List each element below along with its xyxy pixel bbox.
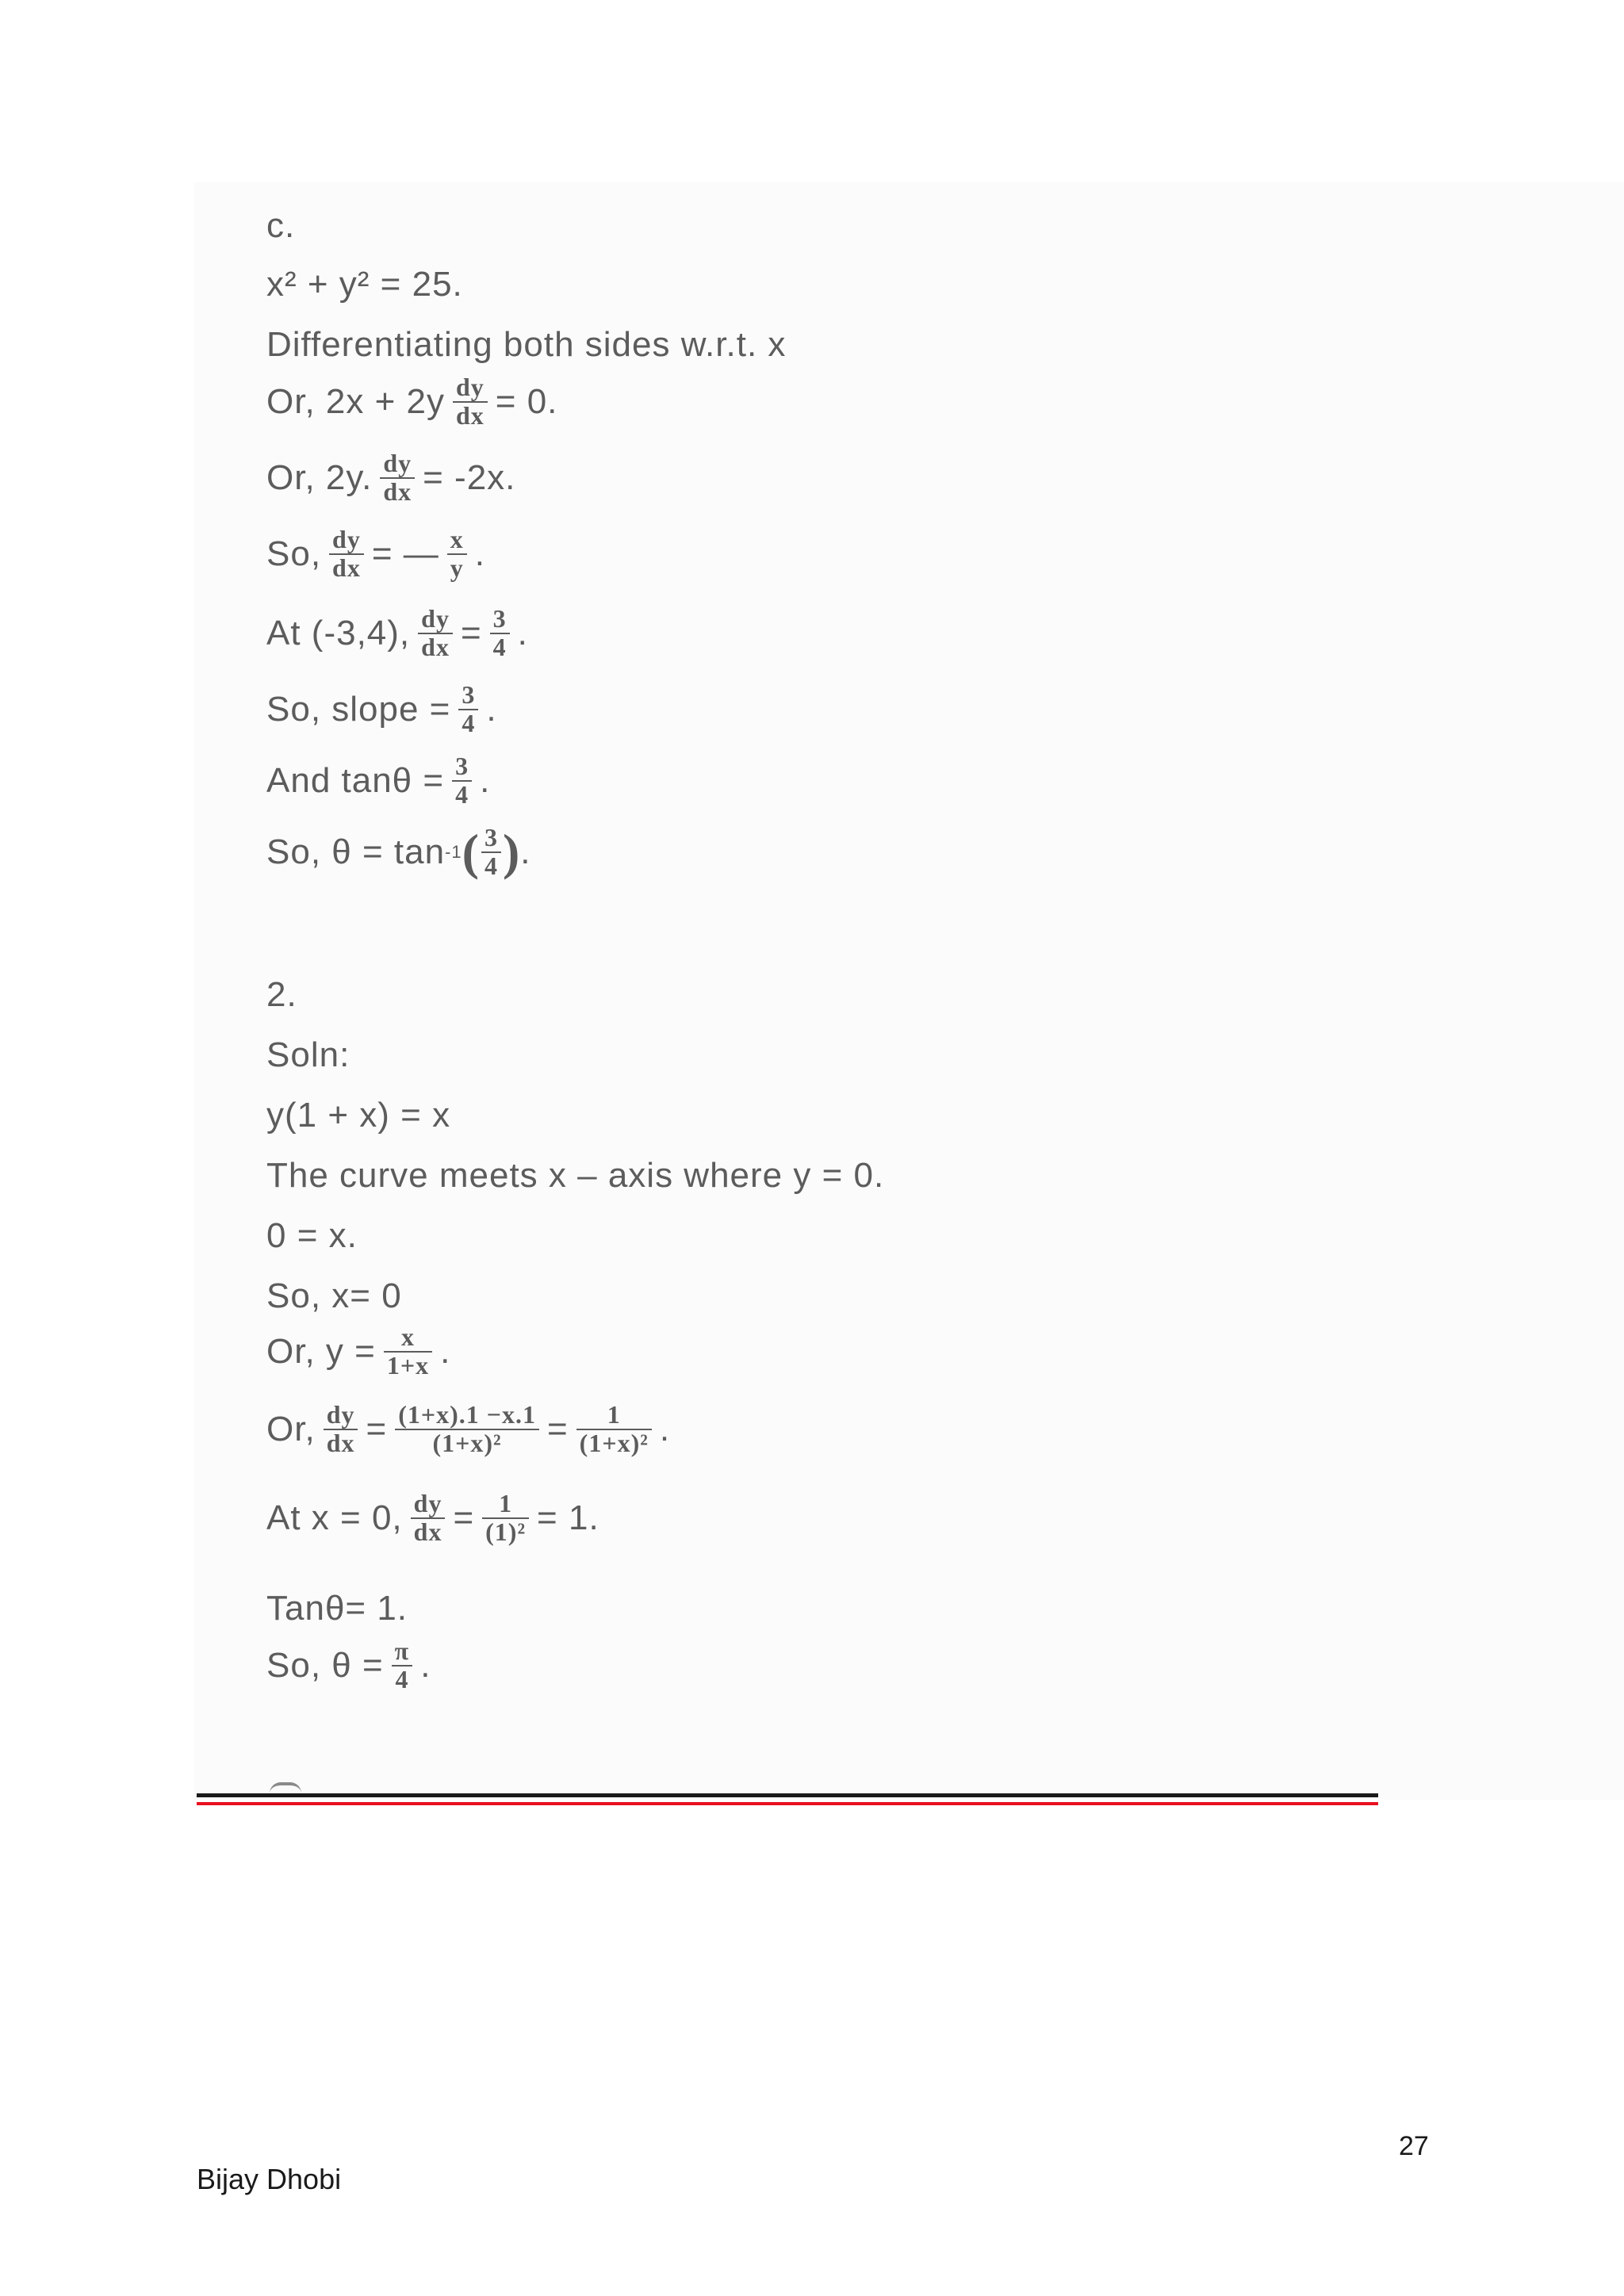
pi-over-four-fraction [392,1638,413,1693]
numerator: dy [421,604,450,633]
step-4-middle: = [460,613,482,652]
circle-equation-text: x² + y² = 25. [266,265,463,304]
slope-suffix: . [486,689,497,729]
question-2-label [266,975,297,1015]
tan-equals-one-text: Tanθ= 1. [266,1589,408,1628]
numerator: dy [455,373,485,401]
denominator: 4 [462,708,476,737]
numerator: 3 [462,680,476,709]
author-name: Bijay Dhobi [197,2163,342,2195]
denominator: 4 [395,1664,409,1693]
step-1-prefix: Or, 2x + 2y [266,381,445,421]
x-axis-condition-text: The curve meets x – axis where y = 0. [266,1156,885,1195]
zero-equals-x-text: 0 = x. [266,1216,358,1255]
x-equals-zero [266,1276,402,1316]
footer-rule-red [197,1802,1378,1805]
footer-rule-dark [197,1793,1378,1797]
quotient-rule-line [266,1402,670,1456]
dy-dx-fraction [411,1490,446,1545]
denominator: (1+x)² [432,1428,502,1457]
curve-equation [266,1096,450,1135]
denominator: (1+x)² [579,1428,649,1457]
tan-suffix: . [480,760,491,800]
numerator: dy [413,1489,442,1517]
step-2-suffix: = -2x. [423,457,516,497]
derivative-step-2 [266,450,515,505]
slope-prefix: So, slope = [266,689,451,729]
theta-pi-prefix: So, θ = [266,1645,384,1685]
differentiating-text: Differentiating both sides w.r.t. x [266,325,787,364]
step-4-suffix: . [517,613,528,652]
page-number: 27 [1399,2131,1429,2161]
step-1-suffix: = 0. [495,381,558,421]
soln-label [266,1035,350,1075]
denominator: dx [326,1428,355,1457]
x-axis-condition [266,1156,884,1196]
at-zero-suffix: = 1. [537,1498,599,1537]
open-paren: ( [462,823,480,880]
simplified-fraction [576,1402,652,1456]
theta-line [266,825,530,879]
slope-line [266,682,497,737]
x-over-one-plus-x-fraction [384,1324,432,1379]
numerator: dy [326,1400,355,1429]
quotient-equals-2: = [546,1409,569,1448]
three-quarters-fraction [458,682,478,737]
step-3-suffix: . [474,534,485,573]
denominator: dx [421,632,450,661]
y-expression [266,1324,450,1379]
denominator: 4 [455,779,469,809]
denominator: 1+x [386,1350,430,1380]
numerator: dy [383,449,412,477]
derivative-at-zero [266,1490,599,1545]
denominator: dx [383,476,412,506]
step-4-prefix: At (-3,4), [266,613,411,652]
three-quarters-fraction [452,753,472,808]
dy-dx-fraction [324,1402,358,1456]
tan-theta-line [266,753,490,808]
numerator: dy [332,525,361,553]
x-over-y-fraction [447,526,467,581]
soln-text: Soln: [266,1035,350,1074]
tan-prefix: And tanθ = [266,760,445,800]
denominator: dx [332,553,361,582]
step-3-prefix: So, [266,534,322,573]
truncated-glyph [270,1782,301,1793]
denominator: dx [413,1517,442,1546]
step-2-prefix: Or, 2y. [266,457,373,497]
dy-dx-fraction [418,606,453,660]
at-zero-prefix: At x = 0, [266,1498,403,1537]
denominator: 4 [484,851,498,880]
numerator: 3 [484,823,498,851]
denominator: dx [455,400,485,430]
dy-dx-fraction [380,450,415,505]
three-quarters-fraction [481,825,501,879]
question-2-text: 2. [266,975,297,1014]
quotient-fraction [395,1402,539,1456]
derivative-step-3 [266,526,485,581]
numerator: x [450,525,464,553]
numerator: (1+x).1 −x.1 [398,1400,536,1429]
part-c-label-text: c. [266,206,296,245]
theta-suffix: . [520,832,531,871]
quotient-prefix: Or, [266,1409,316,1448]
x-equals-zero-text: So, x= 0 [266,1276,402,1315]
derivative-step-1 [266,374,557,429]
three-quarters-fraction [490,606,510,660]
quotient-suffix: . [659,1409,671,1448]
one-over-one-squared-fraction [482,1490,529,1545]
denominator: y [450,553,464,582]
numerator: 3 [455,752,469,780]
tan-equals-one [266,1589,408,1628]
numerator: 3 [492,604,507,633]
denominator: 4 [492,632,507,661]
zero-equals-x [266,1216,358,1256]
at-zero-equals: = [453,1498,475,1537]
numerator: π [394,1636,410,1665]
numerator: 1 [499,1489,513,1517]
differentiating-line [266,325,786,365]
y-expression-prefix: Or, y = [266,1331,376,1371]
theta-pi-over-four [266,1638,431,1693]
part-c-label [266,206,295,246]
theta-prefix: So, θ = tan [266,832,446,871]
denominator: (1)² [485,1517,527,1546]
circle-equation [266,265,463,304]
numerator: 1 [607,1400,621,1429]
y-expression-suffix: . [440,1331,451,1371]
step-3-middle: = — [371,534,439,573]
numerator: x [400,1322,415,1351]
inverse-superscript: -1 [445,841,462,862]
dy-dx-fraction [329,526,364,581]
close-paren: ) [502,823,521,880]
dy-dx-fraction [453,374,488,429]
theta-pi-suffix: . [420,1645,431,1685]
curve-equation-text: y(1 + x) = x [266,1096,451,1135]
derivative-at-point [266,606,528,660]
quotient-equals-1: = [366,1409,388,1448]
